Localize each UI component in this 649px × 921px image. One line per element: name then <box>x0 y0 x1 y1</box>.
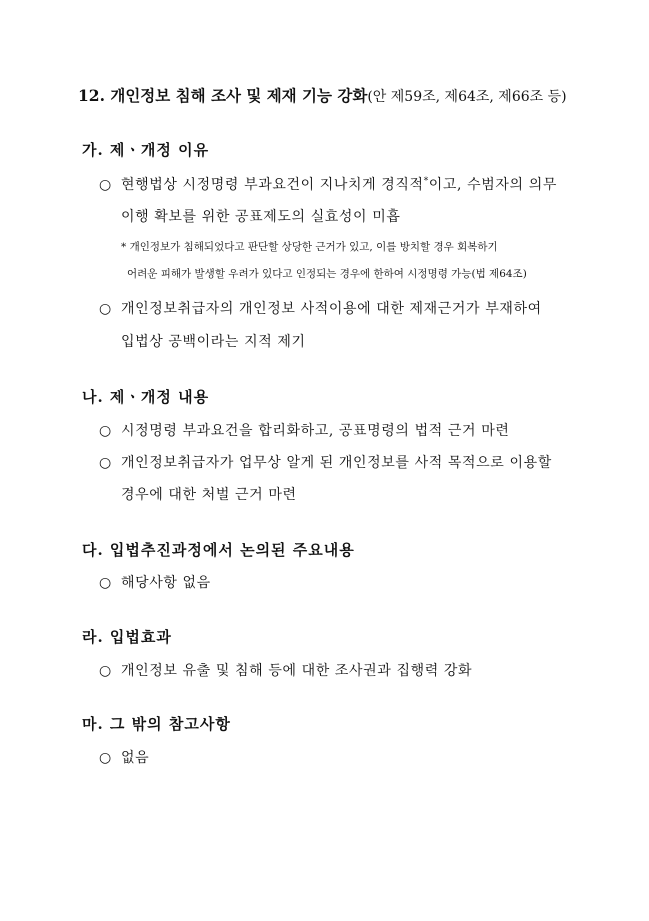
bullet-text: 개인정보취급자가 업무상 알게 된 개인정보를 사적 목적으로 이용할 <box>121 455 552 471</box>
bullet-circle-icon: ○ <box>99 177 112 193</box>
bullet-text: 없음 <box>121 750 150 766</box>
bullet-item <box>99 174 557 194</box>
bullet-text-line2: 경우에 대한 처벌 근거 마련 <box>121 487 297 503</box>
heading-na: 나. 제ㆍ개정 내용 <box>82 388 210 406</box>
section-title-articles: (안 제59조, 제64조, 제66조 등) <box>367 89 567 105</box>
footnote-marker: * <box>423 176 429 187</box>
bullet-text-line2: 이행 확보를 위한 공표제도의 실효성이 미흡 <box>121 209 401 225</box>
section-title-main: 12. 개인정보 침해 조사 및 제재 기능 강화 <box>78 86 368 105</box>
bullet-text: 현행법상 시정명령 부과요건이 지나치게 경직적 <box>121 177 424 193</box>
bullet-circle-icon: ○ <box>99 750 112 766</box>
bullet-item <box>99 298 542 318</box>
bullet-circle-icon: ○ <box>99 455 112 471</box>
bullet-circle-icon: ○ <box>99 575 112 591</box>
section-title <box>78 84 567 106</box>
bullet-circle-icon: ○ <box>99 423 112 439</box>
bullet-circle-icon: ○ <box>99 663 112 679</box>
bullet-text-line2: 입법상 공백이라는 지적 제기 <box>121 334 306 350</box>
footnote-line2: 어려운 피해가 발생할 우려가 있다고 인정되는 경우에 한하여 시정명령 가능(법 제64조) <box>127 268 527 280</box>
bullet-item <box>99 660 472 680</box>
bullet-text: 개인정보 유출 및 침해 등에 대한 조사권과 집행력 강화 <box>121 663 473 679</box>
bullet-item <box>99 420 509 440</box>
footnote-line1: * 개인정보가 침해되었다고 판단할 상당한 근거가 있고, 이를 방치할 경우 회복하기 <box>121 241 498 253</box>
bullet-text: 시정명령 부과요건을 합리화하고, 공표명령의 법적 근거 마련 <box>121 423 510 439</box>
bullet-item <box>99 747 149 767</box>
bullet-item <box>99 572 211 592</box>
heading-ma: 마. 그 밖의 참고사항 <box>82 715 231 733</box>
bullet-text: 해당사항 없음 <box>121 575 211 591</box>
bullet-text-cont: 이고, 수범자의 의무 <box>428 177 557 193</box>
bullet-text: 개인정보취급자의 개인정보 사적이용에 대한 제재근거가 부재하여 <box>121 301 542 317</box>
heading-da: 다. 입법추진과정에서 논의된 주요내용 <box>82 541 355 559</box>
heading-ra: 라. 입법효과 <box>82 628 172 646</box>
bullet-item <box>99 452 552 472</box>
heading-ga: 가. 제ㆍ개정 이유 <box>82 141 210 159</box>
bullet-circle-icon: ○ <box>99 301 112 317</box>
